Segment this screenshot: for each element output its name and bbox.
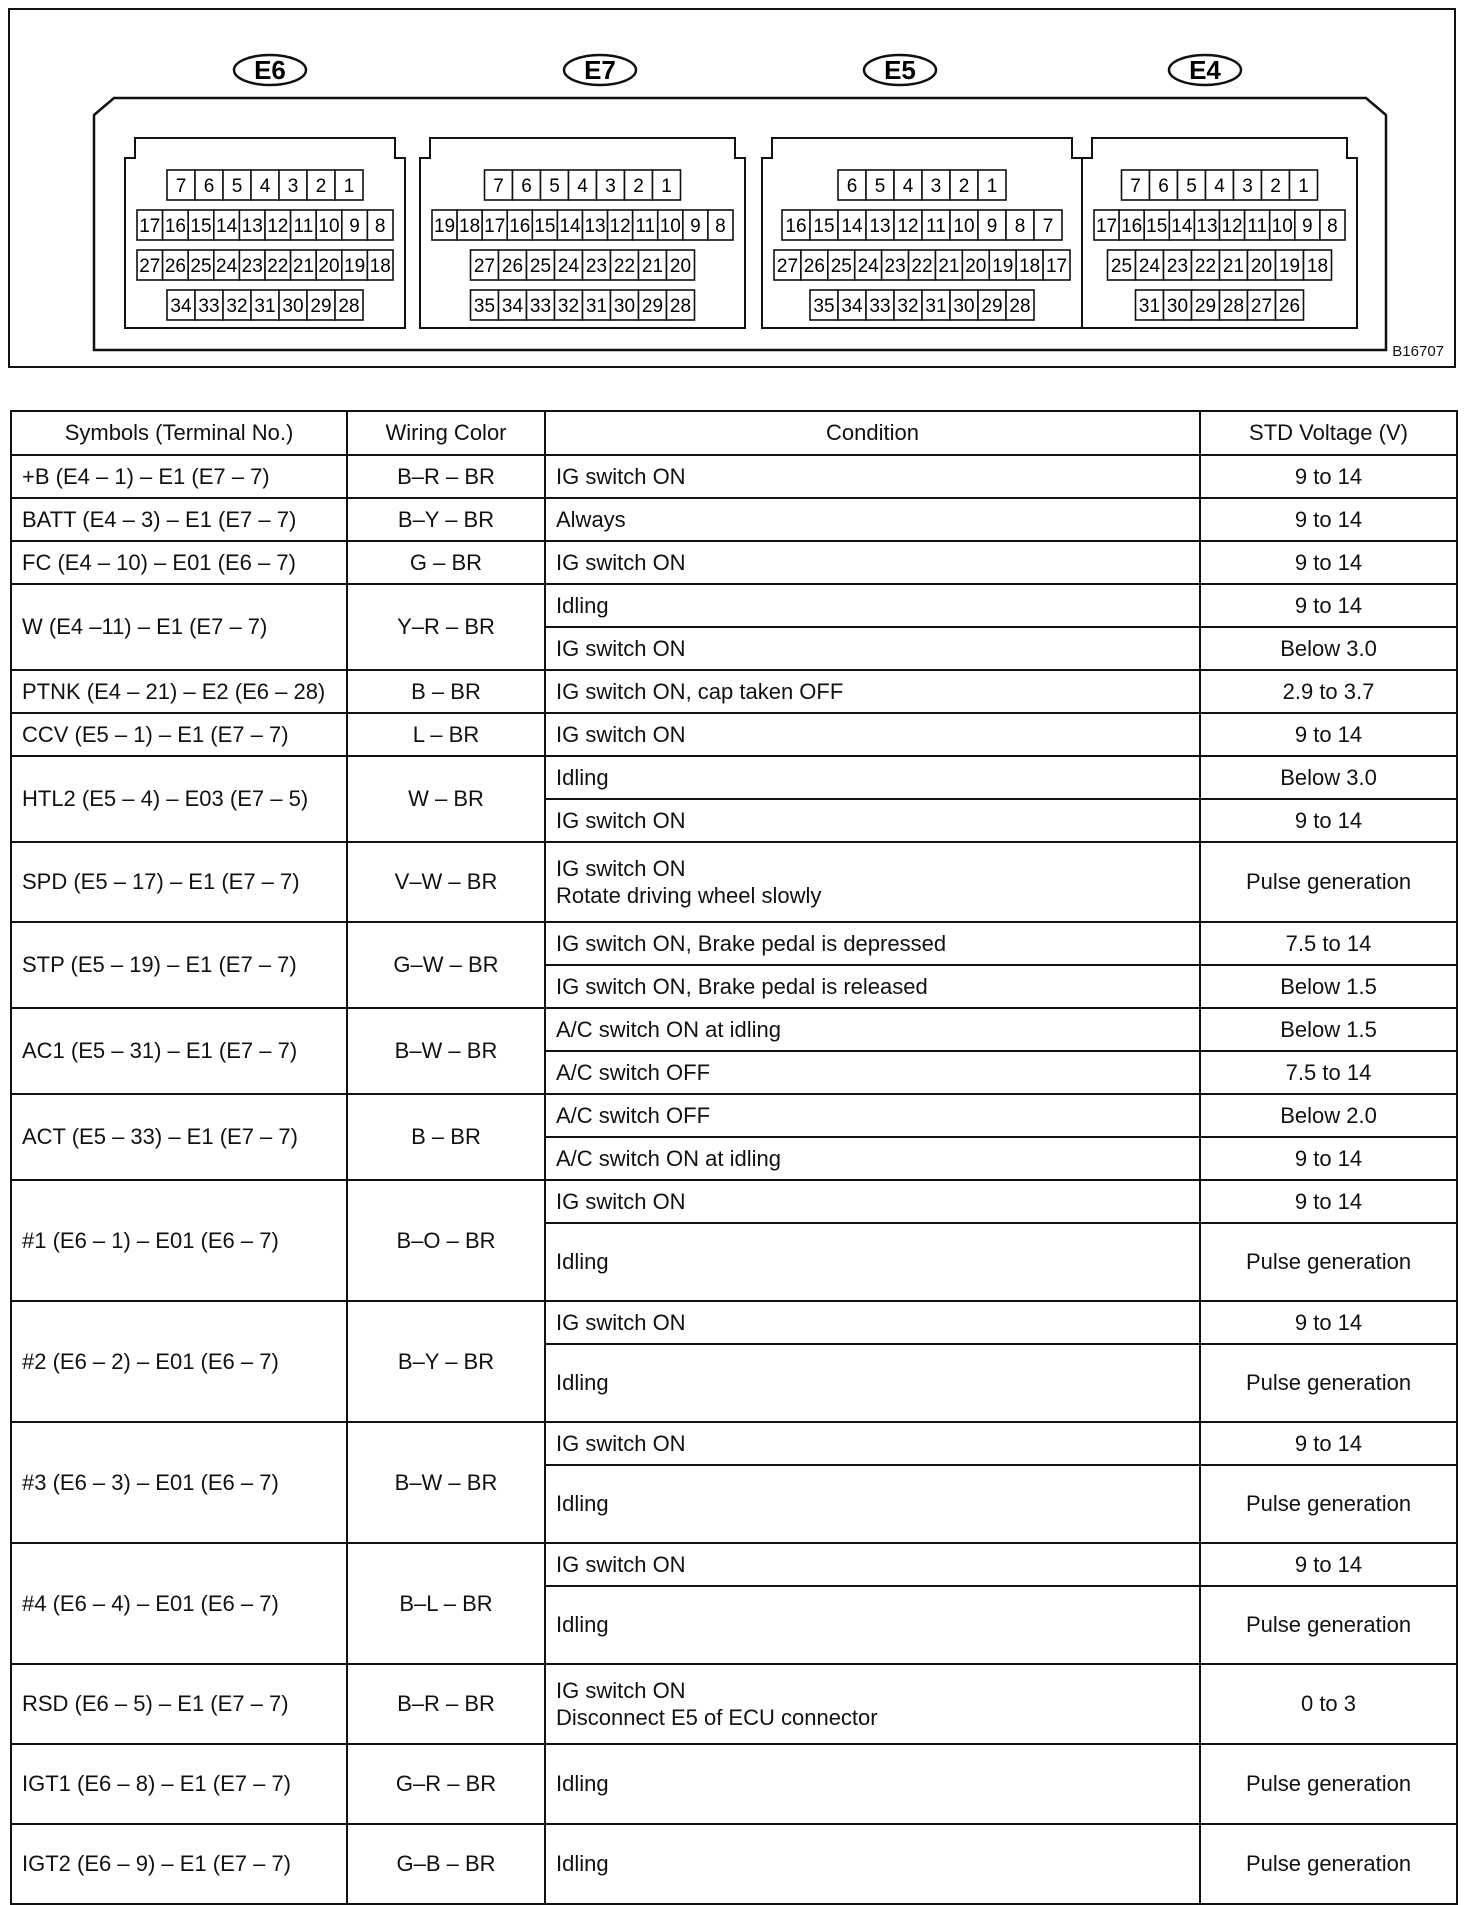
terminal-number: 17: [1095, 216, 1118, 237]
std-voltage-cell: Pulse generation: [1200, 1824, 1457, 1904]
header-wiring-color: Wiring Color: [347, 411, 545, 455]
condition-line: IG switch ON: [556, 463, 686, 489]
terminal-number: 16: [785, 216, 807, 237]
std-voltage-cell: 9 to 14: [1200, 584, 1457, 627]
terminal-number: 21: [292, 256, 314, 277]
symbol-cell: ACT (E5 – 33) – E1 (E7 – 7): [11, 1094, 347, 1180]
table-row: [11, 922, 1457, 965]
terminal-number: 8: [715, 216, 726, 237]
terminal-number: 16: [1121, 216, 1143, 237]
std-voltage-cell: Pulse generation: [1200, 1465, 1457, 1543]
terminal-number: 32: [226, 296, 248, 317]
terminal-number: 23: [884, 256, 906, 277]
condition-cell: [545, 756, 1200, 799]
std-voltage-cell: 9 to 14: [1200, 713, 1457, 756]
std-voltage-cell: Below 1.5: [1200, 1008, 1457, 1051]
terminal-number: 6: [846, 176, 858, 197]
terminal-number: 2: [315, 176, 327, 197]
table-row: [11, 1094, 1457, 1137]
condition-cell: [545, 1586, 1200, 1664]
table-row: [11, 756, 1457, 799]
condition-cell: [545, 1137, 1200, 1180]
terminal-number: 12: [267, 216, 289, 237]
terminal-number: 16: [164, 216, 186, 237]
terminal-number: 11: [926, 216, 946, 237]
terminal-number: 29: [310, 296, 332, 317]
terminal-number: 8: [1327, 216, 1338, 237]
std-voltage-cell: Pulse generation: [1200, 1744, 1457, 1824]
condition-cell: [545, 498, 1200, 541]
condition-cell: [545, 1094, 1200, 1137]
std-voltage-cell: 9 to 14: [1200, 1180, 1457, 1223]
std-voltage-cell: Pulse generation: [1200, 842, 1457, 922]
header-symbols: Symbols (Terminal No.): [11, 411, 347, 455]
condition-line: Idling: [556, 764, 609, 790]
terminal-number: 29: [641, 296, 664, 317]
terminal-number: 20: [965, 256, 987, 277]
terminal-number: 18: [369, 256, 391, 277]
terminal-number: 1: [1298, 176, 1309, 197]
terminal-number: 13: [869, 216, 891, 237]
terminal-number: 22: [267, 256, 289, 277]
wiring-color-cell: B–W – BR: [347, 1008, 545, 1094]
terminal-number: 29: [1194, 296, 1217, 317]
terminal-number: 29: [981, 296, 1003, 317]
terminal-number: 28: [669, 296, 692, 317]
terminal-number: 13: [241, 216, 263, 237]
terminal-number: 31: [585, 296, 608, 317]
std-voltage-cell: 9 to 14: [1200, 498, 1457, 541]
terminal-number: 14: [841, 216, 863, 237]
header-condition: Condition: [545, 411, 1200, 455]
terminal-number: 15: [1146, 216, 1168, 237]
condition-cell: [545, 1744, 1200, 1824]
terminal-number: 34: [841, 296, 863, 317]
wiring-color-cell: B – BR: [347, 670, 545, 713]
std-voltage-cell: 9 to 14: [1200, 1422, 1457, 1465]
std-voltage-cell: Below 3.0: [1200, 627, 1457, 670]
terminal-number: 22: [911, 256, 933, 277]
table-row: [11, 1664, 1457, 1744]
table-row: [11, 1180, 1457, 1223]
terminal-number: 10: [318, 216, 340, 237]
wiring-color-cell: W – BR: [347, 756, 545, 842]
terminal-number: 7: [1130, 176, 1141, 197]
std-voltage-cell: 9 to 14: [1200, 799, 1457, 842]
wiring-color-cell: V–W – BR: [347, 842, 545, 922]
wiring-color-cell: B – BR: [347, 1094, 545, 1180]
terminal-number: 33: [198, 296, 220, 317]
terminal-number: 19: [1278, 256, 1301, 277]
symbol-cell: IGT1 (E6 – 8) – E1 (E7 – 7): [11, 1744, 347, 1824]
terminal-number: 27: [776, 256, 799, 277]
condition-cell: [545, 1465, 1200, 1543]
terminal-number: 20: [318, 256, 340, 277]
table-row: [11, 455, 1457, 498]
std-voltage-cell: 2.9 to 3.7: [1200, 670, 1457, 713]
std-voltage-cell: 9 to 14: [1200, 1301, 1457, 1344]
terminal-number: 24: [557, 256, 580, 277]
condition-line: IG switch ON: [556, 1309, 686, 1335]
terminal-number: 8: [374, 216, 386, 237]
symbol-cell: W (E4 –11) – E1 (E7 – 7): [11, 584, 347, 670]
symbol-cell: IGT2 (E6 – 9) – E1 (E7 – 7): [11, 1824, 347, 1904]
table-row: [11, 1008, 1457, 1051]
condition-line: IG switch ON: [556, 1677, 686, 1703]
figure-code: B16707: [1392, 343, 1444, 360]
terminal-number: 2: [958, 176, 970, 197]
terminal-number: 17: [139, 216, 161, 237]
terminal-number: 12: [897, 216, 919, 237]
terminal-number: 35: [813, 296, 835, 317]
condition-line: IG switch ON, Brake pedal is released: [556, 973, 928, 999]
condition-cell: [545, 842, 1200, 922]
condition-line: Idling: [556, 1249, 609, 1275]
std-voltage-cell: 9 to 14: [1200, 541, 1457, 584]
condition-line: Disconnect E5 of ECU connector: [556, 1705, 878, 1730]
terminal-number: 20: [1250, 256, 1273, 277]
symbol-cell: HTL2 (E5 – 4) – E03 (E7 – 5): [11, 756, 347, 842]
std-voltage-cell: 7.5 to 14: [1200, 922, 1457, 965]
terminal-number: 5: [1186, 176, 1197, 197]
std-voltage-cell: Pulse generation: [1200, 1586, 1457, 1664]
terminal-number: 8: [1014, 216, 1026, 237]
terminal-number: 9: [349, 216, 360, 237]
terminal-number: 31: [925, 296, 947, 317]
terminal-number: 15: [190, 216, 212, 237]
condition-cell: [545, 713, 1200, 756]
symbol-cell: #4 (E6 – 4) – E01 (E6 – 7): [11, 1543, 347, 1664]
connector-label-e7: E7: [584, 55, 616, 85]
terminal-number: 13: [1196, 216, 1218, 237]
terminal-number: 19: [433, 216, 456, 237]
terminal-number: 14: [559, 216, 581, 237]
table-row: [11, 713, 1457, 756]
terminal-number: 24: [857, 256, 879, 277]
terminal-number: 26: [1278, 296, 1301, 317]
terminal-number: 6: [521, 176, 532, 197]
terminal-number: 20: [669, 256, 692, 277]
terminal-number: 2: [633, 176, 644, 197]
condition-cell: [545, 1180, 1200, 1223]
condition-cell: [545, 1543, 1200, 1586]
table-header-row: [11, 411, 1457, 455]
condition-line: Idling: [556, 1370, 609, 1396]
table-row: [11, 1824, 1457, 1904]
terminal-number: 28: [1222, 296, 1245, 317]
table-body: [11, 455, 1457, 1904]
terminal-number: 23: [241, 256, 263, 277]
terminal-number: 4: [902, 176, 914, 197]
wiring-color-cell: G – BR: [347, 541, 545, 584]
terminal-number: 22: [613, 256, 636, 277]
terminal-number: 2: [1270, 176, 1281, 197]
condition-cell: [545, 922, 1200, 965]
condition-line: Rotate driving wheel slowly: [556, 883, 822, 908]
condition-cell: [545, 1824, 1200, 1904]
terminal-number: 15: [534, 216, 556, 237]
table-row: [11, 670, 1457, 713]
table-row: [11, 498, 1457, 541]
terminal-number: 1: [661, 176, 672, 197]
terminal-number: 23: [1166, 256, 1189, 277]
symbol-cell: #2 (E6 – 2) – E01 (E6 – 7): [11, 1301, 347, 1422]
condition-cell: [545, 455, 1200, 498]
terminal-number: 21: [641, 256, 664, 277]
wiring-color-cell: B–W – BR: [347, 1422, 545, 1543]
terminal-number: 18: [1306, 256, 1329, 277]
terminal-number: 6: [1158, 176, 1169, 197]
terminal-number: 9: [986, 216, 998, 237]
terminal-number: 30: [282, 296, 304, 317]
condition-cell: [545, 1422, 1200, 1465]
connector-diagram: [8, 8, 1456, 368]
terminal-number: 26: [164, 256, 186, 277]
wiring-color-cell: G–R – BR: [347, 1744, 545, 1824]
condition-line: IG switch ON, cap taken OFF: [556, 678, 844, 704]
terminal-number: 17: [1045, 256, 1068, 277]
std-voltage-cell: Below 1.5: [1200, 965, 1457, 1008]
terminal-number: 31: [1138, 296, 1161, 317]
terminal-number: 5: [549, 176, 560, 197]
condition-line: A/C switch ON at idling: [556, 1145, 781, 1171]
terminal-number: 21: [938, 256, 960, 277]
table-row: [11, 1543, 1457, 1586]
std-voltage-cell: Below 2.0: [1200, 1094, 1457, 1137]
symbol-cell: SPD (E5 – 17) – E1 (E7 – 7): [11, 842, 347, 922]
condition-cell: [545, 965, 1200, 1008]
terminal-number: 14: [216, 216, 238, 237]
condition-line: Idling: [556, 1612, 609, 1638]
wiring-color-cell: G–B – BR: [347, 1824, 545, 1904]
condition-cell: [545, 670, 1200, 713]
table-row: [11, 584, 1457, 627]
terminal-number: 28: [1009, 296, 1031, 317]
symbol-cell: BATT (E4 – 3) – E1 (E7 – 7): [11, 498, 347, 541]
condition-line: IG switch ON: [556, 1551, 686, 1577]
terminal-number: 32: [557, 296, 580, 317]
wiring-color-cell: B–R – BR: [347, 1664, 545, 1744]
table-row: [11, 1422, 1457, 1465]
terminal-number: 30: [1166, 296, 1189, 317]
table-row: [11, 842, 1457, 922]
symbol-cell: RSD (E6 – 5) – E1 (E7 – 7): [11, 1664, 347, 1744]
terminal-number: 26: [501, 256, 524, 277]
std-voltage-cell: 9 to 14: [1200, 1543, 1457, 1586]
terminal-number: 35: [473, 296, 496, 317]
condition-cell: [545, 541, 1200, 584]
condition-line: IG switch ON: [556, 855, 686, 881]
terminal-number: 33: [869, 296, 891, 317]
symbol-cell: +B (E4 – 1) – E1 (E7 – 7): [11, 455, 347, 498]
wiring-color-cell: B–L – BR: [347, 1543, 545, 1664]
terminal-number: 21: [1222, 256, 1245, 277]
condition-line: Idling: [556, 1851, 609, 1877]
terminal-number: 16: [509, 216, 531, 237]
terminal-number: 3: [1242, 176, 1253, 197]
condition-cell: [545, 627, 1200, 670]
symbol-cell: #3 (E6 – 3) – E01 (E6 – 7): [11, 1422, 347, 1543]
terminal-voltage-table: [10, 410, 1458, 1905]
wiring-color-cell: B–Y – BR: [347, 1301, 545, 1422]
terminal-number: 12: [609, 216, 631, 237]
std-voltage-cell: 9 to 14: [1200, 455, 1457, 498]
symbol-cell: FC (E4 – 10) – E01 (E6 – 7): [11, 541, 347, 584]
connector-drawing: [10, 10, 1453, 365]
terminal-number: 24: [216, 256, 238, 277]
terminal-number: 18: [1019, 256, 1041, 277]
terminal-number: 23: [585, 256, 608, 277]
terminal-number: 4: [1214, 176, 1225, 197]
condition-line: IG switch ON: [556, 635, 686, 661]
table-row: [11, 1301, 1457, 1344]
terminal-number: 27: [139, 256, 161, 277]
terminal-number: 6: [203, 176, 215, 197]
wiring-color-cell: B–O – BR: [347, 1180, 545, 1301]
terminal-number: 11: [635, 216, 656, 237]
condition-line: IG switch ON: [556, 1430, 686, 1456]
terminal-number: 28: [338, 296, 360, 317]
symbol-cell: STP (E5 – 19) – E1 (E7 – 7): [11, 922, 347, 1008]
condition-line: Idling: [556, 1771, 609, 1797]
terminal-number: 26: [803, 256, 825, 277]
condition-line: IG switch ON, Brake pedal is depressed: [556, 930, 947, 956]
terminal-number: 32: [897, 296, 919, 317]
terminal-number: 3: [287, 176, 299, 197]
terminal-number: 11: [1247, 216, 1268, 237]
condition-cell: [545, 1223, 1200, 1301]
std-voltage-cell: Pulse generation: [1200, 1344, 1457, 1422]
table-row: [11, 1744, 1457, 1824]
terminal-number: 24: [1138, 256, 1161, 277]
terminal-number: 30: [613, 296, 636, 317]
terminal-number: 10: [1271, 216, 1293, 237]
terminal-number: 1: [343, 176, 355, 197]
wiring-color-cell: G–W – BR: [347, 922, 545, 1008]
condition-line: IG switch ON: [556, 721, 686, 747]
symbol-cell: AC1 (E5 – 31) – E1 (E7 – 7): [11, 1008, 347, 1094]
terminal-number: 30: [953, 296, 975, 317]
terminal-number: 3: [930, 176, 942, 197]
condition-line: IG switch ON: [556, 1188, 686, 1214]
condition-cell: [545, 1008, 1200, 1051]
terminal-number: 5: [874, 176, 886, 197]
terminal-number: 4: [259, 176, 271, 197]
condition-line: A/C switch ON at idling: [556, 1016, 781, 1042]
condition-cell: [545, 1664, 1200, 1744]
terminal-number: 7: [493, 176, 504, 197]
table-row: [11, 541, 1457, 584]
terminal-number: 22: [1194, 256, 1217, 277]
terminal-number: 15: [813, 216, 835, 237]
symbol-cell: PTNK (E4 – 21) – E2 (E6 – 28): [11, 670, 347, 713]
terminal-number: 25: [1110, 256, 1133, 277]
std-voltage-cell: Below 3.0: [1200, 756, 1457, 799]
terminal-number: 10: [953, 216, 975, 237]
terminal-number: 7: [175, 176, 187, 197]
header-std-voltage: STD Voltage (V): [1200, 411, 1457, 455]
std-voltage-cell: 9 to 14: [1200, 1137, 1457, 1180]
terminal-number: 10: [659, 216, 681, 237]
condition-cell: [545, 584, 1200, 627]
terminal-number: 4: [577, 176, 588, 197]
terminal-number: 33: [529, 296, 552, 317]
terminal-number: 27: [473, 256, 496, 277]
terminal-number: 19: [344, 256, 366, 277]
condition-line: A/C switch OFF: [556, 1059, 711, 1085]
condition-line: IG switch ON: [556, 549, 686, 575]
condition-line: A/C switch OFF: [556, 1102, 711, 1128]
condition-cell: [545, 1051, 1200, 1094]
terminal-number: 25: [190, 256, 212, 277]
condition-line: Idling: [556, 592, 609, 618]
terminal-number: 25: [830, 256, 852, 277]
terminal-number: 12: [1221, 216, 1243, 237]
std-voltage-cell: 7.5 to 14: [1200, 1051, 1457, 1094]
wiring-color-cell: L – BR: [347, 713, 545, 756]
symbol-cell: #1 (E6 – 1) – E01 (E6 – 7): [11, 1180, 347, 1301]
terminal-number: 34: [170, 296, 192, 317]
std-voltage-cell: 0 to 3: [1200, 1664, 1457, 1744]
terminal-number: 17: [484, 216, 506, 237]
connector-label-e4: E4: [1189, 55, 1221, 85]
wiring-color-cell: B–Y – BR: [347, 498, 545, 541]
symbol-cell: CCV (E5 – 1) – E1 (E7 – 7): [11, 713, 347, 756]
std-voltage-cell: Pulse generation: [1200, 1223, 1457, 1301]
terminal-number: 18: [459, 216, 481, 237]
terminal-number: 3: [605, 176, 616, 197]
terminal-number: 9: [690, 216, 701, 237]
condition-line: Idling: [556, 1491, 609, 1517]
terminal-number: 34: [501, 296, 524, 317]
terminal-number: 5: [231, 176, 243, 197]
terminal-number: 14: [1171, 216, 1193, 237]
terminal-number: 9: [1302, 216, 1313, 237]
terminal-number: 25: [529, 256, 552, 277]
condition-cell: [545, 1344, 1200, 1422]
terminal-number: 11: [293, 216, 314, 237]
terminal-number: 7: [1042, 216, 1054, 237]
connector-label-e6: E6: [254, 55, 286, 85]
connector-label-e5: E5: [884, 55, 916, 85]
condition-line: IG switch ON: [556, 807, 686, 833]
condition-cell: [545, 1301, 1200, 1344]
terminal-number: 19: [992, 256, 1014, 277]
wiring-color-cell: B–R – BR: [347, 455, 545, 498]
condition-cell: [545, 799, 1200, 842]
condition-line: Always: [556, 506, 626, 532]
terminal-number: 1: [986, 176, 998, 197]
terminal-number: 27: [1250, 296, 1273, 317]
terminal-number: 31: [254, 296, 276, 317]
terminal-number: 13: [584, 216, 606, 237]
wiring-color-cell: Y–R – BR: [347, 584, 545, 670]
